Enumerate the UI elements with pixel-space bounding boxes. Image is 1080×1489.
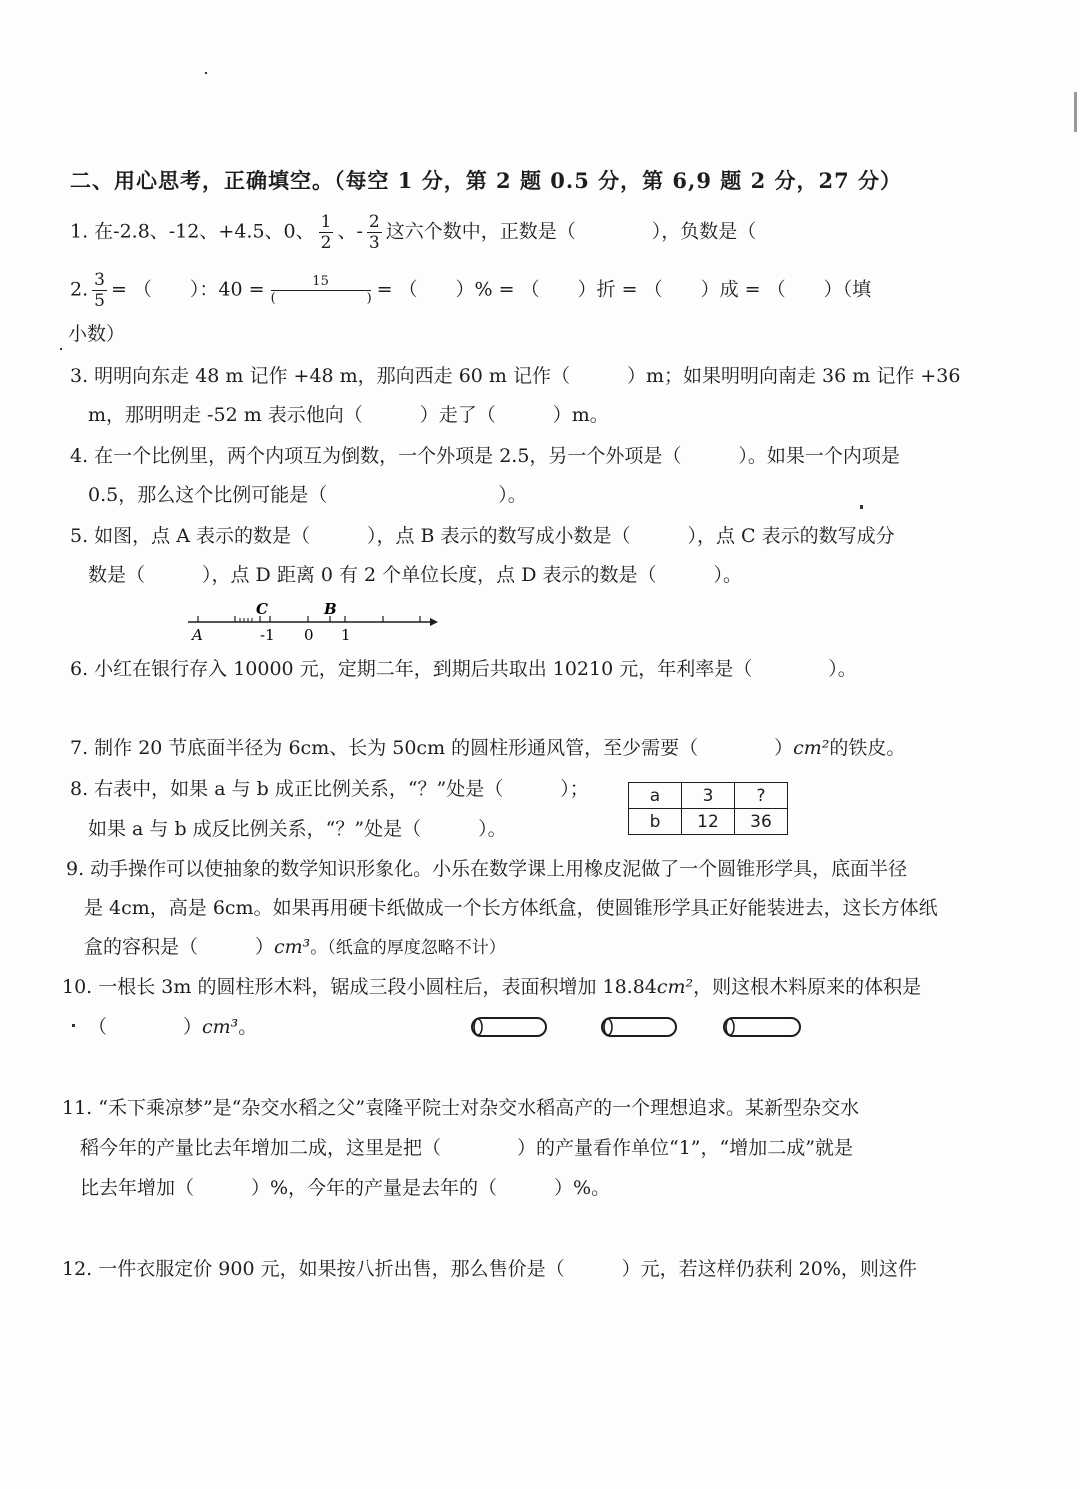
question-5-line2: 数是（ ），点 D 距离 0 有 2 个单位长度，点 D 表示的数是（ ）。 — [88, 564, 742, 586]
question-9-line1: 9. 动手操作可以使抽象的数学知识形象化。小乐在数学课上用橡皮泥做了一个圆锥形学具，底面半径 — [66, 858, 908, 880]
frac-num: 1 — [320, 212, 332, 232]
fraction-two-thirds — [367, 212, 382, 253]
q9-unit: cm³ — [274, 936, 311, 958]
question-2-line2: 小数） — [68, 323, 126, 345]
table-cell: ? — [735, 783, 788, 809]
question-10-line1 — [62, 974, 921, 1000]
point-label-B: B — [324, 600, 337, 618]
question-1 — [70, 212, 756, 253]
question-4-line2: 0.5，那么这个比例可能是（ ）。 — [88, 484, 527, 506]
frac-num: 2 — [368, 212, 380, 232]
q2-label: 2. — [70, 278, 89, 301]
table-cell: b — [629, 809, 682, 835]
table-cell: a — [629, 783, 682, 809]
tick-label-zero: 0 — [304, 626, 314, 644]
scan-speck — [60, 348, 62, 350]
fraction-three-fifths — [92, 270, 107, 311]
q10-line1-post: ，则这根木料原来的体积是 — [693, 976, 922, 998]
q10-line2-pre: （ ） — [88, 1016, 203, 1038]
cylinder-segment-2 — [598, 1016, 680, 1038]
q10-line1-pre: 10. 一根长 3m 的圆柱形木料，锯成三段小圆柱后，表面积增加 18.84 — [62, 976, 657, 998]
question-6: 6. 小红在银行存入 10000 元，定期二年，到期后共取出 10210 元，年利率是（ ）。 — [70, 658, 857, 680]
frac-den: 5 — [94, 291, 105, 311]
question-11-line3: 比去年增加（ ）%，今年的产量是去年的（ ）%。 — [80, 1177, 611, 1199]
table-row — [629, 809, 788, 835]
question-9-line3 — [84, 934, 506, 961]
table-cell: 36 — [735, 809, 788, 835]
q7-unit: cm² — [793, 737, 830, 759]
frac-den: 3 — [368, 233, 380, 253]
question-9-line2: 是 4cm，高是 6cm。如果再用硬卡纸做成一个长方体纸盒，使圆锥形学具正好能装进去，这长方体纸 — [84, 897, 938, 919]
q10-line2-post: 。 — [238, 1016, 258, 1038]
q2-part1: = （ ）：40 = — [110, 278, 265, 301]
q2-part2: = （ ）% = （ ）折 = （ ）成 = （ ）（填 — [376, 278, 872, 301]
question-8-line1: 8. 右表中，如果 a 与 b 成正比例关系，“？”处是（ ）； — [70, 778, 589, 800]
table-cell: 3 — [682, 783, 735, 809]
number-line — [180, 598, 440, 646]
frac-den: 2 — [320, 233, 332, 253]
q7-suffix: 的铁皮。 — [829, 737, 906, 759]
q9-note: 。（纸盒的厚度忽略不计） — [310, 938, 506, 958]
scan-speck — [72, 1024, 75, 1027]
q1-sep: 、- — [337, 220, 363, 243]
table-cell: 12 — [682, 809, 735, 835]
q10-unit: cm² — [656, 976, 694, 998]
question-3-line2: m，那明明走 -52 m 表示他向（ ）走了（ ）m。 — [88, 404, 609, 426]
frac-num: 3 — [94, 270, 105, 290]
scan-speck — [205, 72, 207, 74]
question-4-line1: 4. 在一个比例里，两个内项互为倒数，一个外项是 2.5，另一个外项是（ ）。如果一个内项是 — [70, 445, 900, 467]
question-8-line2: 如果 a 与 b 成反比例关系，“？”处是（ ）。 — [88, 818, 507, 840]
cylinder-segment-1 — [468, 1016, 550, 1038]
scan-edge-mark — [1074, 92, 1077, 132]
question-11-line1: 11. “禾下乘凉梦”是“杂交水稻之父”袁隆平院士对杂交水稻高产的一个理想追求。某新型杂交水 — [62, 1097, 860, 1119]
question-2 — [70, 270, 871, 311]
frac-num: 15 — [271, 274, 371, 291]
tick-label-one: 1 — [341, 626, 351, 644]
frac-den: ( ) — [270, 291, 372, 306]
blank-fraction — [271, 274, 371, 307]
table-row — [629, 783, 788, 809]
q10-unit2: cm³ — [202, 1016, 239, 1038]
scan-speck — [860, 505, 863, 509]
q1-suffix: 这六个数中，正数是（ ），负数是（ — [385, 220, 757, 243]
question-12: 12. 一件衣服定价 900 元，如果按八折出售，那么售价是（ ）元，若这样仍获利 20%，则这件 — [62, 1258, 917, 1280]
point-label-C: C — [256, 600, 268, 618]
fraction-one-half — [319, 212, 334, 253]
question-10-line2 — [88, 1014, 257, 1040]
question-7 — [70, 735, 905, 761]
cylinder-segment-3 — [720, 1016, 804, 1038]
q7-text: 7. 制作 20 节底面半径为 6cm、长为 50cm 的圆柱形通风管，至少需要（ ） — [70, 737, 794, 759]
point-label-A: A — [192, 626, 203, 644]
q1-prefix: 1. 在-2.8、-12、+4.5、0、 — [70, 220, 315, 243]
q9-line3-pre: 盒的容积是（ ） — [84, 936, 275, 958]
tick-label-minus-one: -1 — [260, 626, 275, 644]
proportion-table — [628, 782, 788, 835]
question-5-line1: 5. 如图，点 A 表示的数是（ ），点 B 表示的数写成小数是（ ），点 C 表示的数写成分 — [70, 525, 895, 547]
number-line-arrow — [430, 618, 438, 626]
question-11-line2: 稻今年的产量比去年增加二成，这里是把（ ）的产量看作单位“1”，“增加二成”就是 — [80, 1137, 853, 1159]
section-title: 二、用心思考，正确填空。（每空 1 分，第 2 题 0.5 分，第 6,9 题 2 分，27 分） — [70, 168, 903, 193]
question-3-line1: 3. 明明向东走 48 m 记作 +48 m，那向西走 60 m 记作（ ）m；如果明明向南走 36 m 记作 +36 — [70, 365, 961, 387]
